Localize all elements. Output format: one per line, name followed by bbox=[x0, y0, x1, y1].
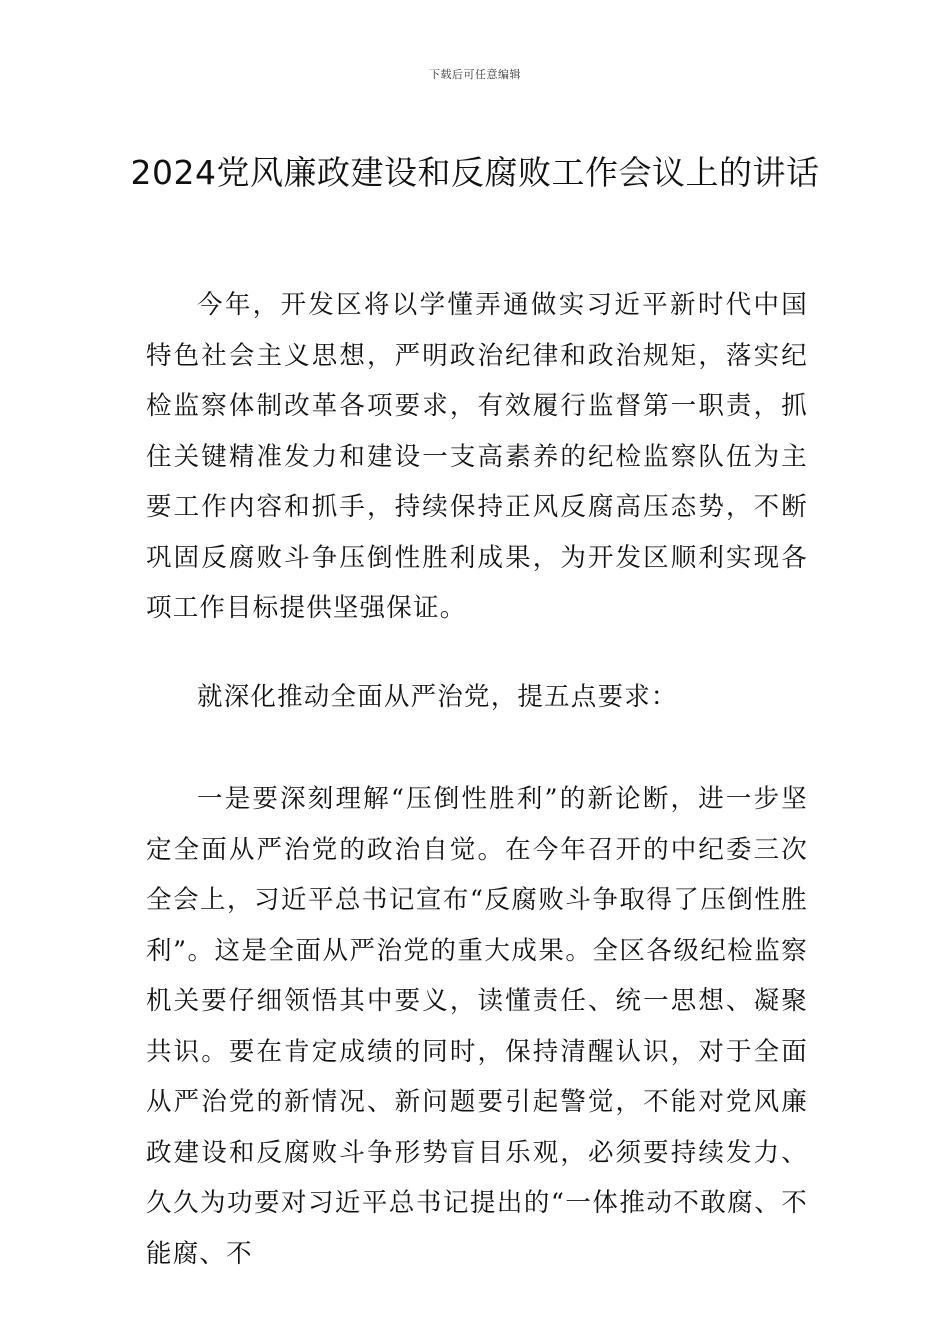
paragraph-requirements-lead: 就深化推动全面从严治党，提五点要求： bbox=[197, 682, 678, 712]
paragraph-first-requirement: 一是要深刻理解“压倒性胜利”的新论断，进一步坚定全面从严治党的政治自觉。在今年召开的中纪委三次全会上，习近平总书记宣布“反腐败斗争取得了压倒性胜利”。这是全面从严治党的重大成果。全区各级纪检监察机关要仔细领悟其中要义，读懂责任、统一思想、凝聚共识。要在肯定成绩的同时，保持清醒认识，对于全面从严治党的新情况、新问题要引起警觉，不能对党风廉政建设和反腐败斗争形势盲目乐观，必须要持续发力、久久为功要对习近平总书记提出的“一体推动不敢腐、不能腐、不 bbox=[146, 784, 808, 1269]
header-note: 下载后可任意编辑 bbox=[429, 68, 521, 81]
paragraph-intro: 今年，开发区将以学懂弄通做实习近平新时代中国特色社会主义思想，严明政治纪律和政治规矩，落实纪检监察体制改革各项要求，有效履行监督第一职责，抓住关键精准发力和建设一支高素养的纪检监察队伍为主要工作内容和抓手，持续保持正风反腐高压态势，不断巩固反腐败斗争压倒性胜利成果，为开发区顺利实现各项工作目标提供坚强保证。 bbox=[146, 290, 808, 623]
document-title: 2024党风廉政建设和反腐败工作会议上的讲话 bbox=[130, 153, 820, 193]
